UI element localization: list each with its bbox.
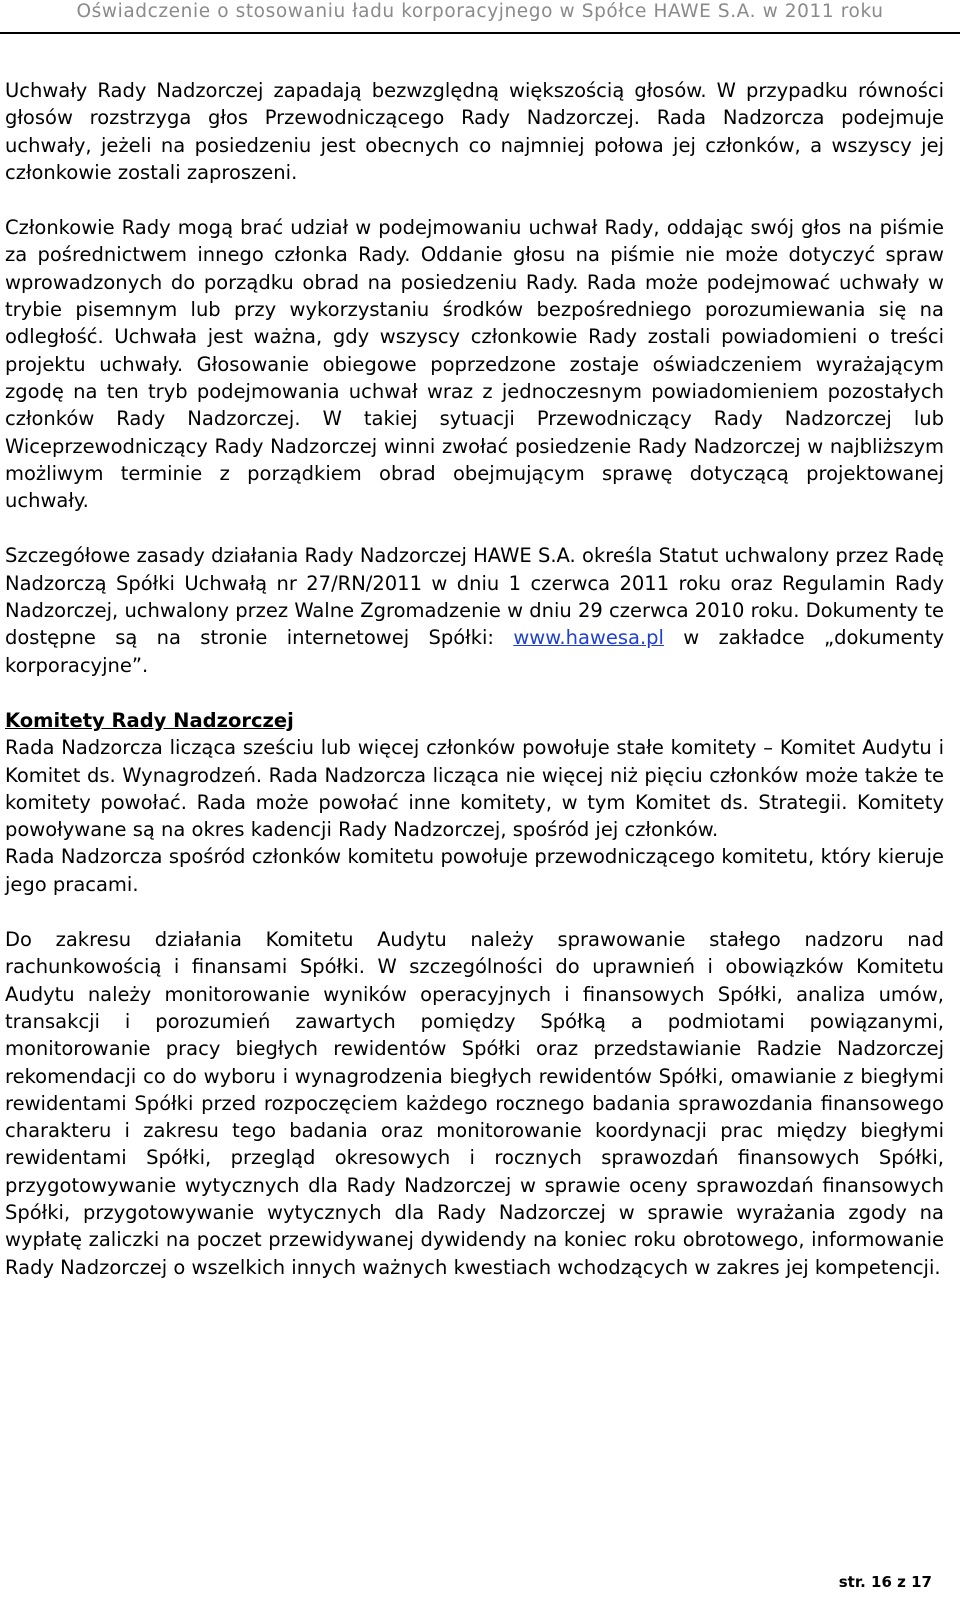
paragraph-committees: Rada Nadzorcza licząca sześciu lub więcej członków powołuje stałe komitety – Komitet Audytu i Komitet ds. Wynagrodzeń. Rada Nadzorcza licząca nie więcej niż pięciu członków może także te komitety powołać. Rada może powołać inne komitety, w tym Komitet ds. Strategii. Komitety powoływane są na okres kadencji Rady Nadzorczej, spośród jej członków. <box>5 736 944 842</box>
paragraph-gap <box>5 186 944 214</box>
paragraph-written-voting: Członkowie Rady mogą brać udział w podejmowaniu uchwał Rady, oddając swój głos na piśmie za pośrednictwem innego członka Rady. Oddanie głosu na piśmie nie może dotyczyć spraw wprowadzonych do porządku obrad na posiedzeniu Rady. Rada może podejmować uchwały w trybie pisemnym lub przy wykorzystaniu środków bezpośredniego porozumiewania się na odległość. Uchwała jest ważna, gdy wszyscy członkowie Rady zostali powiadomieni o treści projektu uchwały. Głosowanie obiegowe poprzedzone zostaje oświadczeniem wyrażającym zgodę na ten tryb podejmowania uchwał wraz z jednoczesnym powiadomieniem pozostałych członków Rady Nadzorczej. W takiej sytuacji Przewodniczący Rady Nadzorczej lub Wiceprzewodniczący Rady Nadzorczej winni zwołać posiedzenie Rady Nadzorczej w najbliższym możliwym terminie z porządkiem obrad obejmującym sprawę dotyczącą projektowanej uchwały. <box>5 216 944 513</box>
page-number <box>839 1572 932 1592</box>
paragraph-gap <box>5 514 944 542</box>
header-divider <box>0 32 960 34</box>
paragraph-gap <box>5 898 944 926</box>
page-header <box>0 0 960 32</box>
section-heading-committees: Komitety Rady Nadzorczej <box>5 708 294 732</box>
page-label: str. <box>838 1573 866 1591</box>
paragraph-board-resolutions: Uchwały Rady Nadzorczej zapadają bezwzględną większością głosów. W przypadku równości głosów rozstrzyga głos Przewodniczącego Rady Nadzorczej. Rada Nadzorcza podejmuje uchwały, jeżeli na posiedzeniu jest obecnych co najmniej połowa jej członków, a wszyscy jej członkowie zostali zaproszeni. <box>5 79 944 184</box>
paragraph-audit-committee: Do zakresu działania Komitetu Audytu należy sprawowanie stałego nadzoru nad rachunkowością i finansami Spółki. W szczególności do uprawnień i obowiązków Komitetu Audytu należy monitorowanie wyników operacyjnych i finansowych Spółki, analiza umów, transakcji i porozumień zawartych pomiędzy Spółką a podmiotami powiązanymi, monitorowanie pracy biegłych rewidentów Spółki oraz przedstawianie Radzie Nadzorczej rekomendacji co do wyboru i wynagrodzenia biegłych rewidentów Spółki, omawianie z biegłymi rewidentami Spółki przed rozpoczęciem każdego rocznego badania sprawozdania finansowego charakteru i zakresu tego badania oraz monitorowanie koordynacji prac między biegłymi rewidentami Spółki, przegląd okresowych i rocznych sprawozdań finansowych Spółki, przygotowywanie wytycznych dla Rady Nadzorczej w sprawie oceny sprawozdań finansowych Spółki, przygotowywanie wytycznych dla Rady Nadzorczej w sprawie wyrażania zgody na wypłatę zaliczki na poczet przewidywanej dywidendy na koniec roku obrotowego, informowanie Rady Nadzorczej o wszelkich innych ważnych kwestiach wchodzących w zakres jej kompetencji. <box>5 928 944 1279</box>
paragraph-gap <box>5 679 944 707</box>
board-rules-text: Szczegółowe zasady działania Rady Nadzorczej HAWE S.A. określa Statut uchwalony przez Radę Nadzorczą Spółki Uchwałą nr 27/RN/2011 w dniu 1 czerwca 2011 roku oraz Regulamin Rady Nadzorczej, uchwalony przez Walne Zgromadzenie w dniu 29 czerwca 2010 roku. Dokumenty te dostępne są na stronie internetowej Spółki: <box>5 544 944 650</box>
document-body <box>5 77 944 1281</box>
paragraph-board-rules <box>5 542 944 678</box>
document-title: Oświadczenie o stosowaniu ładu korporacyjnego w Spółce HAWE S.A. w 2011 roku <box>76 1 884 22</box>
page-total: 17 <box>911 1573 932 1591</box>
page-separator: z <box>897 1573 906 1591</box>
company-website-link[interactable]: www.hawesa.pl <box>513 626 664 650</box>
page-current: 16 <box>871 1573 892 1591</box>
board-rules-text-end: w zakładce „dokumenty korporacyjne”. <box>5 626 944 677</box>
paragraph-committee-chair: Rada Nadzorcza spośród członków komitetu powołuje przewodniczącego komitetu, który kieruje jego pracami. <box>5 845 944 896</box>
